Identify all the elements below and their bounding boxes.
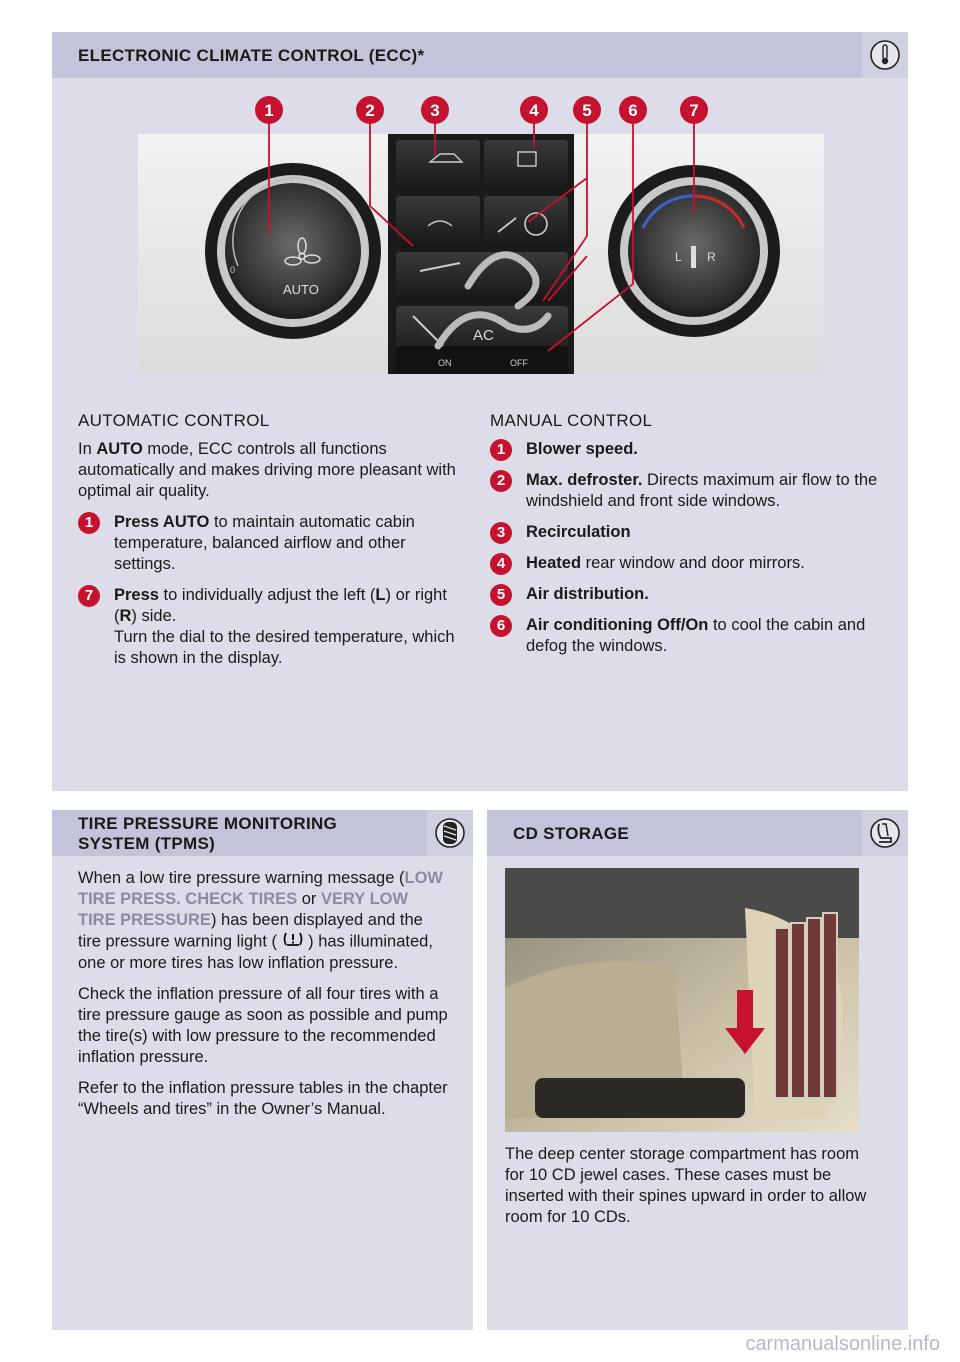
automatic-control-section bbox=[78, 410, 466, 679]
tpms-body bbox=[78, 868, 450, 1130]
callout-7: 7 bbox=[689, 101, 699, 120]
cd-storage-image bbox=[505, 868, 859, 1132]
seat-icon bbox=[862, 810, 908, 856]
manual-item-6: 6 Air conditioning Off/On to cool the cabin and defog the windows. bbox=[490, 615, 890, 657]
marker-7: 7 bbox=[78, 585, 100, 607]
off-label: OFF bbox=[510, 358, 528, 368]
automatic-intro: In AUTO mode, ECC controls all functions automatically and makes driving more pleasant with optimal air quality. bbox=[78, 440, 456, 500]
right-label: R bbox=[707, 250, 716, 264]
tpms-paragraph-3: Refer to the inflation pressure tables in the chapter “Wheels and tires” in the Owner’s Manual. bbox=[78, 1079, 448, 1118]
tpms-title: TIRE PRESSURE MONITORING SYSTEM (TPMS) bbox=[78, 814, 338, 853]
manual-item-3: 3 Recirculation bbox=[490, 522, 890, 543]
ac-label: AC bbox=[473, 327, 494, 344]
automatic-heading: AUTOMATIC CONTROL bbox=[78, 411, 270, 430]
ecc-title: ELECTRONIC CLIMATE CONTROL (ECC)* bbox=[78, 46, 425, 65]
callout-3: 3 bbox=[430, 101, 440, 120]
tpms-header bbox=[52, 810, 473, 856]
cd-paragraph: The deep center storage compartment has room for 10 CD jewel cases. These cases must be inserted with their spines upward in order to allow room for 10 CDs. bbox=[505, 1145, 867, 1226]
cd-body bbox=[505, 1144, 877, 1238]
tpms-paragraph-1: When a low tire pressure warning message (LOW TIRE PRESS. CHECK TIRES or VERY LOW TIRE PRESSURE) has been displayed and the tire pressure warning light ( ) has illuminated, one or more tires has low inflation pressure. bbox=[78, 869, 443, 972]
manual-control-section bbox=[490, 410, 890, 667]
auto-label: AUTO bbox=[283, 282, 319, 297]
callout-4: 4 bbox=[529, 101, 539, 120]
manual-item-5: 5 Air distribution. bbox=[490, 584, 890, 605]
marker-1: 1 bbox=[78, 512, 100, 534]
tpms-paragraph-2: Check the inflation pressure of all four tires with a tire pressure gauge as soon as possible and pump the tire(s) with low pressure to the recommended inflation pressure. bbox=[78, 985, 448, 1066]
watermark: carmanualsonline.info bbox=[745, 1333, 940, 1355]
ecc-diagram bbox=[138, 96, 824, 386]
callout-6: 6 bbox=[628, 101, 638, 120]
manual-item-2: 2 Max. defroster. Directs maximum air flow to the windshield and front side windows. bbox=[490, 470, 890, 512]
cd-panel bbox=[487, 810, 908, 1330]
auto-item-7: 7 Press to individually adjust the left (L) or right (R) side. Turn the dial to the desired temperature, which is shown in the display. bbox=[78, 585, 466, 669]
cd-header bbox=[487, 810, 908, 856]
tire-icon bbox=[427, 810, 473, 856]
callout-1: 1 bbox=[264, 101, 274, 120]
zero-label: 0 bbox=[230, 265, 236, 275]
left-label: L bbox=[675, 250, 682, 264]
manual-item-4: 4 Heated rear window and door mirrors. bbox=[490, 553, 890, 574]
auto-item-1: 1 Press AUTO to maintain automatic cabin temperature, balanced airflow and other settings. bbox=[78, 512, 466, 575]
ecc-panel bbox=[52, 32, 908, 791]
manual-item-1: 1 Blower speed. bbox=[490, 439, 890, 460]
tpms-panel bbox=[52, 810, 473, 1330]
cd-title: CD STORAGE bbox=[513, 824, 630, 843]
callout-5: 5 bbox=[582, 101, 592, 120]
ecc-header bbox=[52, 32, 908, 78]
manual-heading: MANUAL CONTROL bbox=[490, 411, 653, 430]
thermometer-icon bbox=[862, 32, 908, 78]
callout-markers bbox=[255, 96, 708, 124]
callout-2: 2 bbox=[365, 101, 375, 120]
tire-pressure-warning-icon bbox=[282, 931, 304, 953]
on-label: ON bbox=[438, 358, 452, 368]
ecc-control-panel-image bbox=[138, 96, 824, 386]
